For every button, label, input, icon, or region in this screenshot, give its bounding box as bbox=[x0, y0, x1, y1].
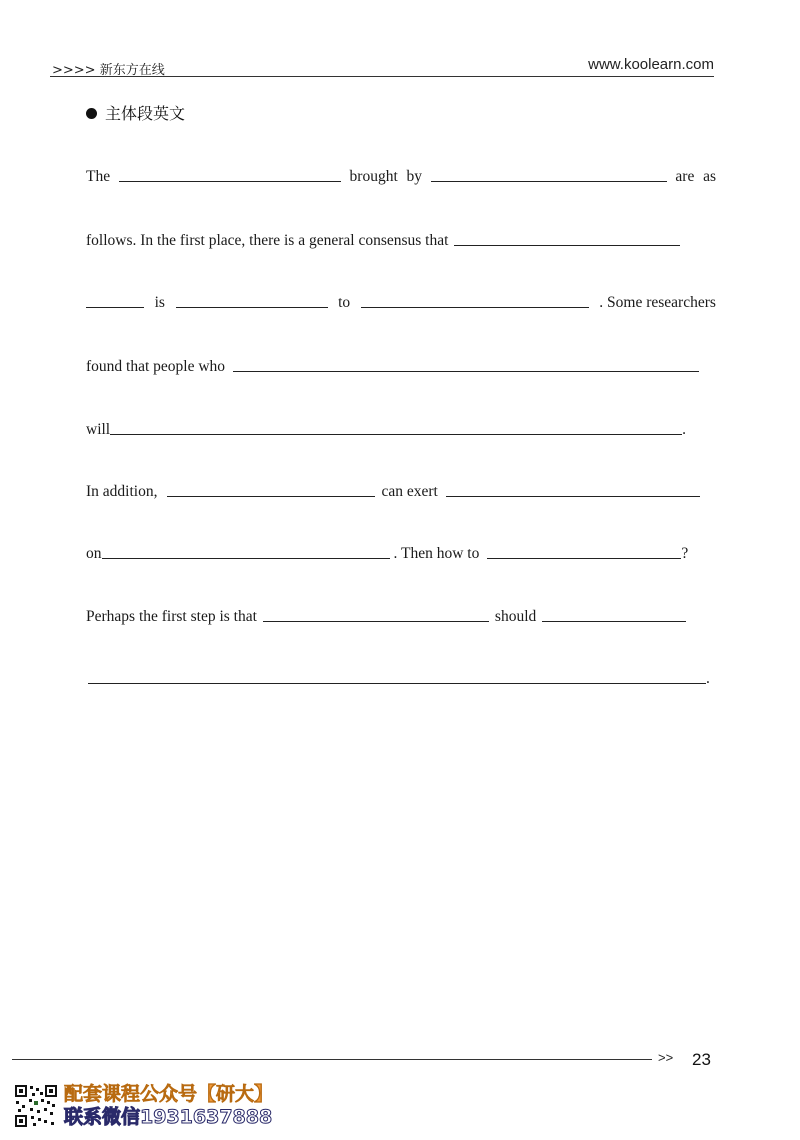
blank bbox=[86, 307, 144, 308]
sentence-text: found that people who bbox=[86, 358, 226, 375]
blank bbox=[167, 496, 375, 497]
blank bbox=[110, 434, 682, 435]
header-left-text: >>>> 新东方在线 bbox=[52, 63, 165, 78]
blank bbox=[88, 683, 706, 684]
header-site-url: www.koolearn.com bbox=[588, 56, 714, 73]
blank bbox=[119, 181, 341, 182]
template-line-7 bbox=[86, 539, 716, 563]
blank bbox=[542, 621, 686, 622]
word: . Then how to bbox=[393, 545, 480, 562]
word: as bbox=[703, 168, 716, 185]
section-heading bbox=[86, 101, 185, 124]
template-line-8 bbox=[86, 602, 716, 626]
word: will bbox=[86, 421, 111, 438]
template-line-5 bbox=[86, 415, 716, 439]
section-heading-text: 主体段英文 bbox=[105, 104, 186, 123]
word: to bbox=[338, 294, 351, 311]
blank bbox=[263, 621, 489, 622]
page-number: 23 bbox=[692, 1050, 711, 1069]
template-line-6 bbox=[86, 477, 716, 501]
word: Perhaps the first step is that bbox=[86, 608, 257, 625]
word: should bbox=[494, 608, 537, 625]
blank bbox=[446, 496, 700, 497]
word: on bbox=[86, 545, 102, 562]
template-line-3 bbox=[86, 288, 716, 312]
sentence-text: follows. In the first place, there is a general consensus that bbox=[86, 232, 449, 249]
blank bbox=[233, 371, 699, 372]
bullet-icon bbox=[86, 108, 97, 119]
word: . bbox=[706, 670, 710, 687]
word: . Some researchers bbox=[599, 294, 716, 311]
blank bbox=[176, 307, 328, 308]
word: is bbox=[154, 294, 165, 311]
word: are bbox=[675, 168, 695, 185]
word: brought bbox=[349, 168, 398, 185]
blank bbox=[102, 558, 390, 559]
word: by bbox=[406, 168, 422, 185]
footer-divider bbox=[12, 1059, 652, 1060]
template-line-2 bbox=[86, 226, 716, 250]
blank bbox=[361, 307, 589, 308]
word: can exert bbox=[381, 483, 438, 500]
blank bbox=[487, 558, 681, 559]
watermark-line-2: 联系微信1931637888 bbox=[64, 1106, 273, 1128]
template-line-9 bbox=[86, 664, 716, 688]
footer-arrows: >> bbox=[658, 1050, 674, 1065]
word: The bbox=[86, 168, 111, 185]
word: ? bbox=[681, 545, 689, 562]
template-line-1 bbox=[86, 162, 716, 186]
watermark-line-1: 配套课程公众号【研大】 bbox=[64, 1083, 274, 1105]
header-divider bbox=[50, 76, 714, 77]
qr-code-icon bbox=[14, 1084, 58, 1128]
word: . bbox=[682, 421, 686, 438]
word: In addition, bbox=[86, 483, 158, 500]
blank bbox=[454, 245, 680, 246]
template-line-4 bbox=[86, 352, 716, 376]
blank bbox=[431, 181, 667, 182]
